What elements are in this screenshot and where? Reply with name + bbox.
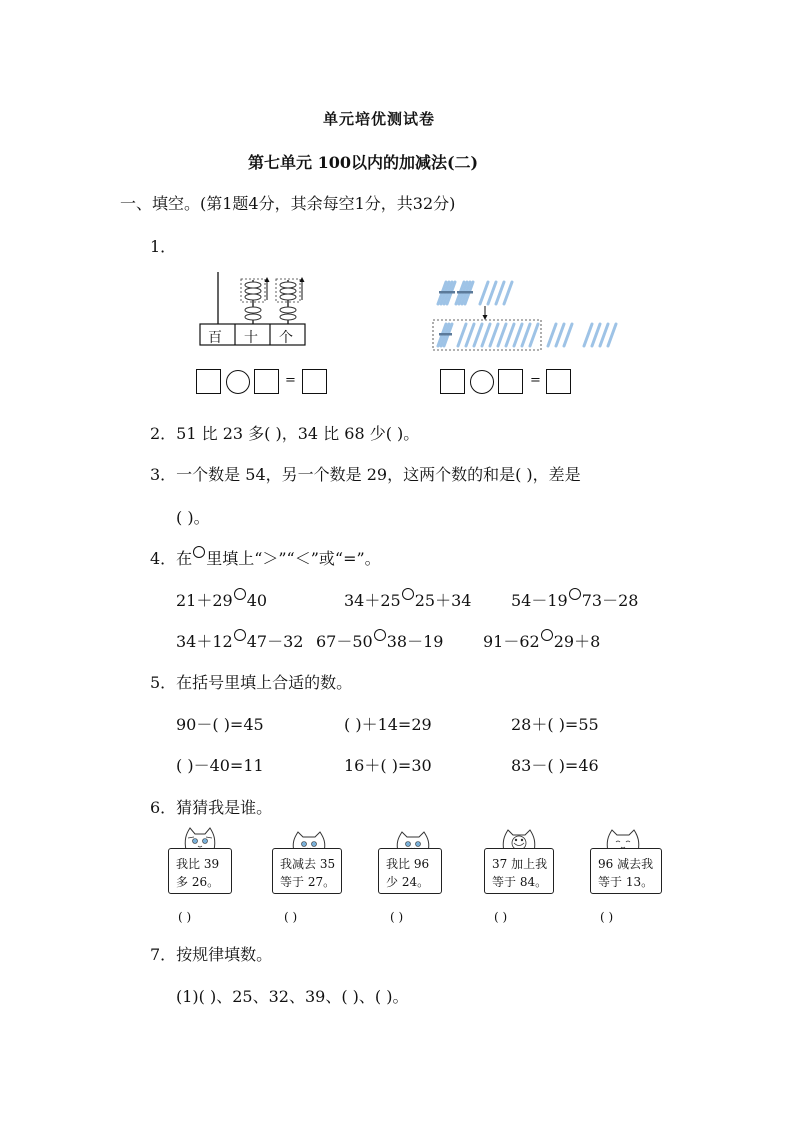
answer-blank[interactable]: ( )	[494, 910, 508, 924]
compare-item: 67－50 38－19	[316, 629, 443, 652]
circle-icon	[193, 546, 205, 558]
compare-item: 34＋12 47－32	[176, 629, 303, 652]
fill-blank-item[interactable]: 83－( )=46	[511, 756, 599, 775]
operator-circle[interactable]	[470, 370, 494, 394]
compare-item: 34＋25 25＋34	[344, 588, 471, 611]
fill-blank-item[interactable]: 16＋( )=30	[344, 756, 432, 775]
fill-blank-item[interactable]: ( )－40=11	[176, 756, 264, 775]
question-3-line1: 3．一个数是 54，另一个数是 29，这两个数的和是( )，差是	[150, 465, 581, 484]
compare-item: 91－62 29＋8	[483, 629, 600, 652]
page-subtitle: 第七单元 100以内的加减法(二)	[248, 153, 479, 172]
fill-blank-item[interactable]: 90－( )=45	[176, 715, 264, 734]
question-number: 1．	[150, 237, 177, 256]
fill-blank-item[interactable]: ( )＋14=29	[344, 715, 432, 734]
answer-box[interactable]	[498, 369, 523, 394]
abacus-label-hundreds: 百	[208, 330, 222, 346]
abacus-label-ones: 个	[279, 330, 293, 346]
cat-card-group	[166, 826, 666, 936]
cat-card: 96 减去我 等于 13。	[590, 848, 662, 894]
compare-item: 54－19 73－28	[511, 588, 638, 611]
abacus-label-tens: 十	[244, 330, 258, 346]
equals-sign: =	[285, 373, 296, 388]
compare-item: 21＋29 40	[176, 588, 267, 611]
answer-box[interactable]	[196, 369, 221, 394]
cat-card: 我比 39 多 26。	[168, 848, 232, 894]
question-3-line2: ( )。	[176, 508, 210, 527]
compare-circle[interactable]	[402, 588, 414, 600]
counting-sticks-figure	[428, 274, 628, 354]
answer-box[interactable]	[302, 369, 327, 394]
compare-circle[interactable]	[569, 588, 581, 600]
compare-circle[interactable]	[234, 629, 246, 641]
compare-circle[interactable]	[234, 588, 246, 600]
question-7-heading: 7．按规律填数。	[150, 945, 273, 964]
compare-circle[interactable]	[374, 629, 386, 641]
cat-card: 我减去 35 等于 27。	[272, 848, 342, 894]
question-6-heading: 6．猜猜我是谁。	[150, 798, 273, 817]
page-title: 单元培优测试卷	[323, 110, 436, 128]
fill-blank-item[interactable]: 28＋( )=55	[511, 715, 599, 734]
answer-blank[interactable]: ( )	[390, 910, 404, 924]
question-5-heading: 5．在括号里填上合适的数。	[150, 673, 353, 692]
cat-card: 我比 96 少 24。	[378, 848, 442, 894]
sequence-item[interactable]: (1)( )、25、32、39、( )、( )。	[176, 987, 409, 1006]
answer-box[interactable]	[254, 369, 279, 394]
answer-box[interactable]	[546, 369, 571, 394]
answer-blank[interactable]: ( )	[600, 910, 614, 924]
cat-card: 37 加上我 等于 84。	[484, 848, 554, 894]
equals-sign: =	[530, 373, 541, 388]
operator-circle[interactable]	[226, 370, 250, 394]
section-heading: 一、填空。(第1题4分，其余每空1分，共32分)	[120, 194, 456, 213]
compare-circle[interactable]	[541, 629, 553, 641]
answer-blank[interactable]: ( )	[284, 910, 298, 924]
question-4-heading: 4．在 里填上“＞”“＜”或“=”。	[150, 546, 381, 569]
question-2: 2．51 比 23 多( )，34 比 68 少( )。	[150, 424, 420, 443]
answer-box[interactable]	[440, 369, 465, 394]
answer-blank[interactable]: ( )	[178, 910, 192, 924]
